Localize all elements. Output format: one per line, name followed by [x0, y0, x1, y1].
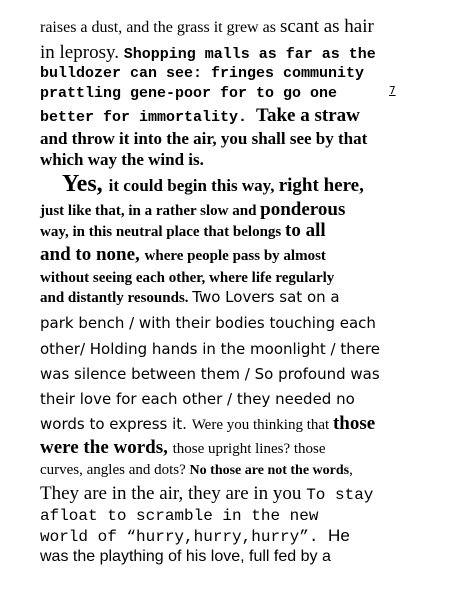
text-line-11 — [40, 245, 326, 264]
text-run: without seeing each other, where life regularly — [40, 270, 335, 286]
text-run: was silence between them / So profound was — [40, 365, 380, 383]
text-line-6 — [40, 130, 367, 148]
text-line-15 — [40, 342, 380, 358]
text-line-20 — [40, 462, 353, 478]
text-run: which way the wind is. — [40, 150, 204, 169]
text-run: it could begin this way, — [108, 176, 279, 195]
text-line-19 — [40, 438, 326, 457]
text-run: their love for each other / they needed no — [40, 390, 355, 408]
text-line-12 — [40, 270, 334, 286]
text-line-13 — [40, 290, 340, 306]
text-line-14 — [40, 316, 376, 332]
text-run: , — [349, 462, 353, 478]
text-line-21 — [40, 484, 373, 503]
text-run: No those are not the words — [189, 463, 350, 478]
text-line-17 — [40, 392, 355, 408]
text-run: park bench / with their bodies touching each — [40, 314, 376, 332]
text-run: to all — [285, 220, 326, 241]
text-line-7 — [40, 151, 204, 169]
text-line-23 — [40, 527, 350, 545]
text-run: in leprosy. — [40, 42, 124, 63]
text-run: Two Lovers sat on a — [192, 288, 340, 306]
text-run: bulldozer can see: fringes community — [40, 65, 365, 82]
text-run: right here, — [278, 175, 364, 196]
text-run: where people pass by almost — [144, 248, 326, 264]
text-run: Take a straw — [256, 105, 360, 126]
text-run: and distantly resounds. — [40, 290, 193, 306]
page-number: 7 — [389, 84, 396, 97]
text-run: just like that, in a rather slow and — [40, 203, 261, 219]
text-line-16 — [40, 367, 380, 383]
text-run: To stay — [306, 486, 374, 504]
text-line-4 — [40, 85, 337, 101]
text-run: He — [328, 526, 350, 545]
text-run: better for immortality. — [40, 109, 257, 126]
text-run: was the plaything of his love, full fed by a — [40, 548, 331, 565]
text-run: They are in the air, they are in you — [40, 483, 307, 504]
text-run: and throw it into the air, you shall see by that — [40, 129, 368, 148]
text-line-8 — [62, 172, 364, 196]
text-run: raises a dust, and the grass it grew as — [40, 19, 280, 36]
text-run: scant as hair — [279, 16, 374, 37]
text-run: curves, angles and dots? — [40, 462, 190, 478]
text-run: and to none, — [40, 244, 145, 265]
text-line-22 — [40, 508, 318, 524]
text-run: world of “hurry,hurry,hurry”. — [40, 528, 329, 546]
text-run: afloat to scramble in the new — [40, 507, 319, 525]
text-run: were the words, — [40, 437, 173, 458]
text-line-18 — [40, 414, 375, 433]
text-line-3 — [40, 65, 364, 81]
text-run: those — [332, 413, 376, 434]
text-run: ponderous — [260, 199, 346, 220]
text-line-9 — [40, 200, 345, 219]
text-run: Shopping malls as far as the — [123, 46, 376, 63]
text-line-24 — [40, 549, 331, 565]
text-run: words to express it. — [40, 415, 192, 433]
text-run: Were you thinking that — [191, 417, 333, 433]
text-line-1 — [40, 17, 374, 36]
text-line-10 — [40, 221, 326, 240]
text-run: way, in this neutral place that belongs — [40, 224, 286, 240]
text-run: Yes, — [62, 171, 109, 197]
text-run: prattling gene-poor for to go one — [40, 85, 338, 102]
text-run: those upright lines? those — [172, 441, 326, 457]
text-line-5 — [40, 106, 360, 125]
text-line-2 — [40, 43, 376, 62]
text-run: other/ Holding hands in the moonlight / there — [40, 340, 381, 358]
